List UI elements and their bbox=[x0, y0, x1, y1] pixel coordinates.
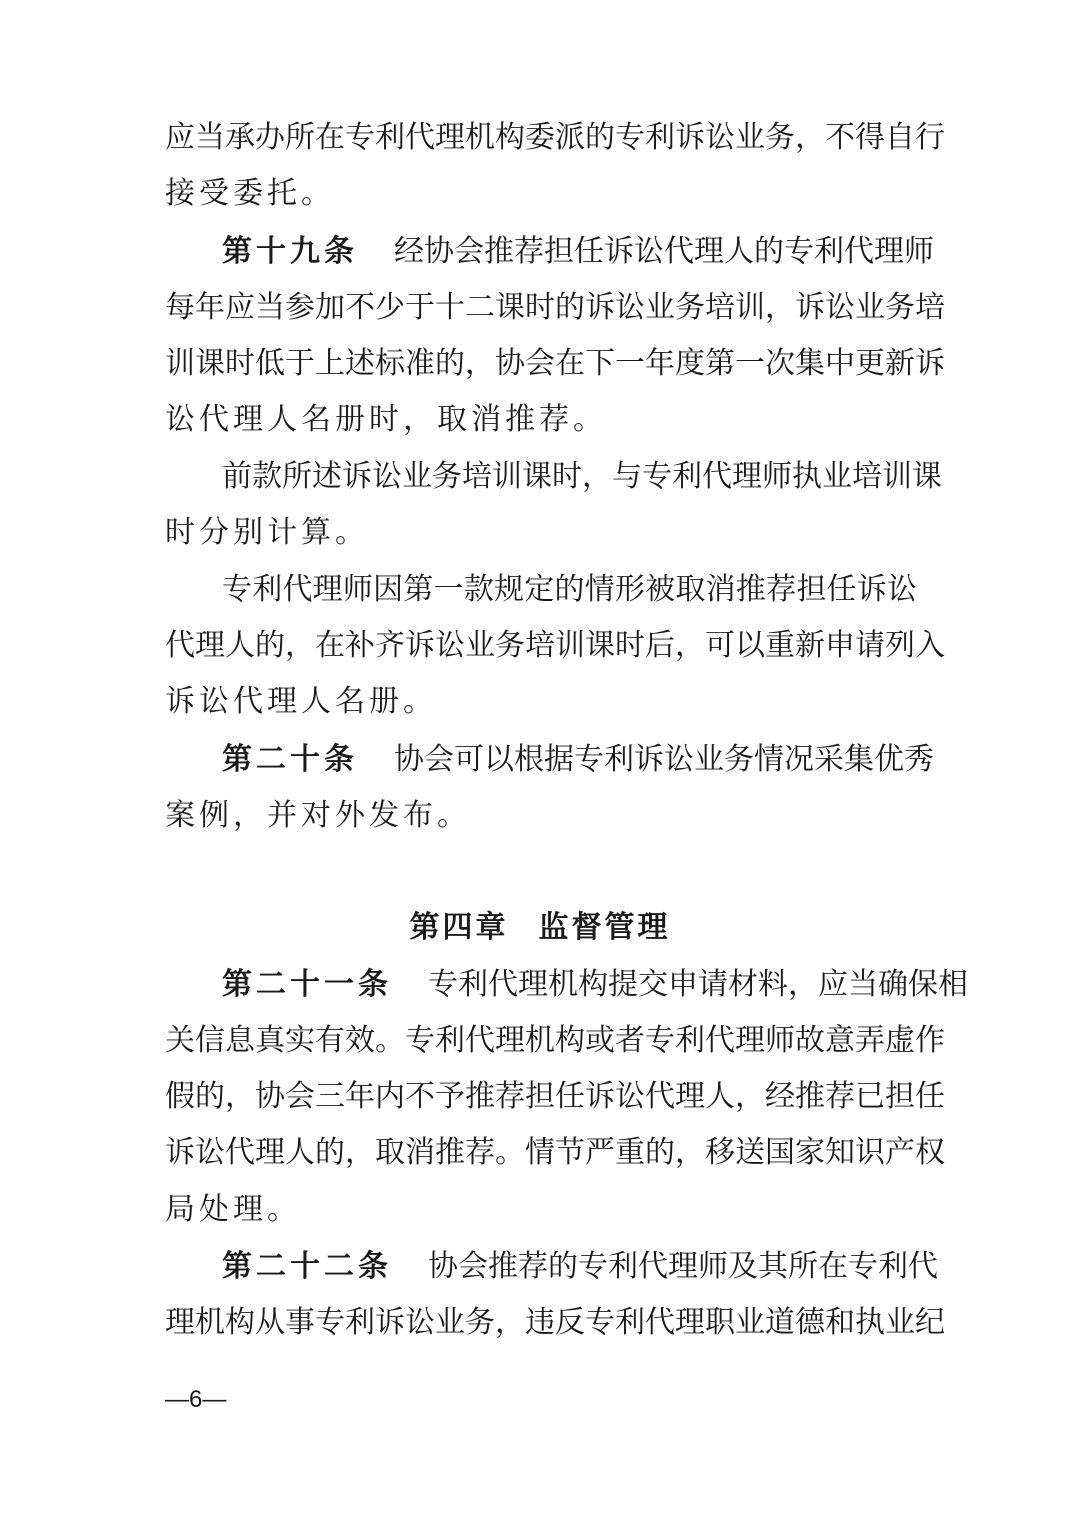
paragraph-line: 前款所述诉讼业务培训课时，与专利代理师执业培训课 bbox=[222, 459, 942, 494]
paragraph-line: 案例，并对外发布。 bbox=[165, 798, 471, 833]
paragraph-line: 假的，协会三年内不予推荐担任诉讼代理人，经推荐已担任 bbox=[165, 1079, 945, 1114]
paragraph-line: 训课时低于上述标准的，协会在下一年度第一次集中更新诉 bbox=[165, 346, 945, 381]
paragraph-line: 讼代理人名册时，取消推荐。 bbox=[165, 402, 607, 437]
page-number: —6— bbox=[165, 1386, 227, 1413]
paragraph-line: 关信息真实有效。专利代理机构或者专利代理师故意弄虚作 bbox=[165, 1023, 945, 1058]
chapter-number: 第四章 bbox=[409, 910, 509, 945]
paragraph-line: 时分别计算。 bbox=[165, 515, 369, 550]
paragraph-line: 理机构从事专利诉讼业务，违反专利代理职业道德和执业纪 bbox=[165, 1305, 945, 1340]
paragraph-line: 每年应当参加不少于十二课时的诉讼业务培训，诉讼业务培 bbox=[165, 290, 945, 325]
article-19-text: 经协会推荐担任诉讼代理人的专利代理师 bbox=[394, 234, 934, 269]
chapter-title: 监督管理 bbox=[538, 910, 671, 945]
paragraph-line: 局处理。 bbox=[165, 1192, 301, 1227]
article-19-first-line bbox=[222, 232, 934, 272]
paragraph-line: 专利代理师因第一款规定的情形被取消推荐担任诉讼 bbox=[222, 572, 917, 607]
article-20-first-line bbox=[222, 740, 934, 780]
chapter-heading bbox=[0, 908, 1080, 948]
article-22-heading: 第二十二条 bbox=[222, 1249, 392, 1284]
article-22-text: 协会推荐的专利代理师及其所在专利代 bbox=[428, 1249, 938, 1284]
paragraph-line: 诉讼代理人名册。 bbox=[165, 684, 437, 719]
article-20-text: 协会可以根据专利诉讼业务情况采集优秀 bbox=[394, 742, 934, 777]
paragraph-line: 接受委托。 bbox=[165, 176, 335, 211]
paragraph-line: 应当承办所在专利代理机构委派的专利诉讼业务，不得自行 bbox=[165, 120, 945, 155]
article-21-heading: 第二十一条 bbox=[222, 967, 392, 1002]
article-19-heading: 第十九条 bbox=[222, 234, 358, 269]
paragraph-line: 代理人的，在补齐诉讼业务培训课时后，可以重新申请列入 bbox=[165, 628, 945, 663]
article-21-text: 专利代理机构提交申请材料，应当确保相 bbox=[428, 967, 968, 1002]
article-22-first-line bbox=[222, 1247, 938, 1287]
paragraph-line: 诉讼代理人的，取消推荐。情节严重的，移送国家知识产权 bbox=[165, 1135, 945, 1170]
article-21-first-line bbox=[222, 965, 968, 1005]
article-20-heading: 第二十条 bbox=[222, 742, 358, 777]
